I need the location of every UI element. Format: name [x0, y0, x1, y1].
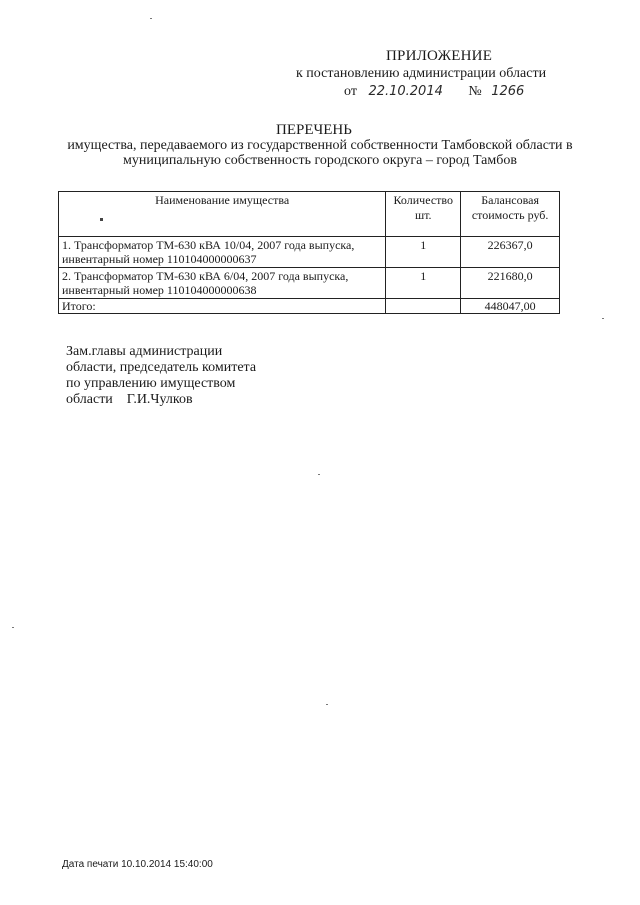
document-title: ПЕРЕЧЕНЬ	[276, 122, 352, 138]
total-label: Итого:	[59, 299, 386, 314]
number-label: №	[468, 84, 482, 99]
signature-block	[66, 344, 326, 408]
appendix-date-line	[344, 84, 524, 100]
row-cost: 226367,0	[461, 237, 560, 268]
scan-speck	[12, 627, 14, 628]
table-row	[59, 268, 560, 299]
document-subtitle: имущества, передаваемого из государственной собственности Тамбовской области в муниципальную собственность городского округа – город Тамбов	[67, 138, 573, 168]
scan-speck	[326, 704, 328, 705]
scan-speck	[150, 18, 152, 19]
row-quantity: 1	[386, 237, 461, 268]
scan-speck	[100, 218, 103, 221]
signature-line: области, председатель комитета	[66, 360, 257, 375]
scan-speck	[318, 474, 320, 475]
header-cost: Балансовая стоимость руб.	[461, 192, 560, 237]
total-quantity	[386, 299, 461, 314]
row-cost: 221680,0	[461, 268, 560, 299]
row-quantity: 1	[386, 268, 461, 299]
handwritten-number: 1266	[491, 84, 525, 99]
handwritten-date: 22.10.2014	[368, 84, 443, 99]
from-label: от	[344, 84, 357, 99]
print-date: Дата печати 10.10.2014 15:40:00	[62, 859, 213, 870]
scan-speck	[602, 318, 604, 319]
appendix-title: ПРИЛОЖЕНИЕ	[386, 48, 493, 64]
table-header-row	[59, 192, 560, 237]
total-cost: 448047,00	[461, 299, 560, 314]
header-name: Наименование имущества	[59, 192, 386, 237]
appendix-subtitle: к постановлению администрации области	[296, 66, 547, 81]
signature-line: по управлению имуществом	[66, 376, 236, 391]
signature-line: области Г.И.Чулков	[66, 392, 193, 407]
header-quantity: Количество шт.	[386, 192, 461, 237]
row-name: 1. Трансформатор ТМ-630 кВА 10/04, 2007 года выпуска, инвентарный номер 110104000000637	[59, 237, 386, 268]
row-name: 2. Трансформатор ТМ-630 кВА 6/04, 2007 года выпуска, инвентарный номер 110104000000638	[59, 268, 386, 299]
assets-table	[58, 191, 560, 314]
table-row	[59, 237, 560, 268]
signature-line: Зам.главы администрации	[66, 344, 223, 359]
table-total-row	[59, 299, 560, 314]
